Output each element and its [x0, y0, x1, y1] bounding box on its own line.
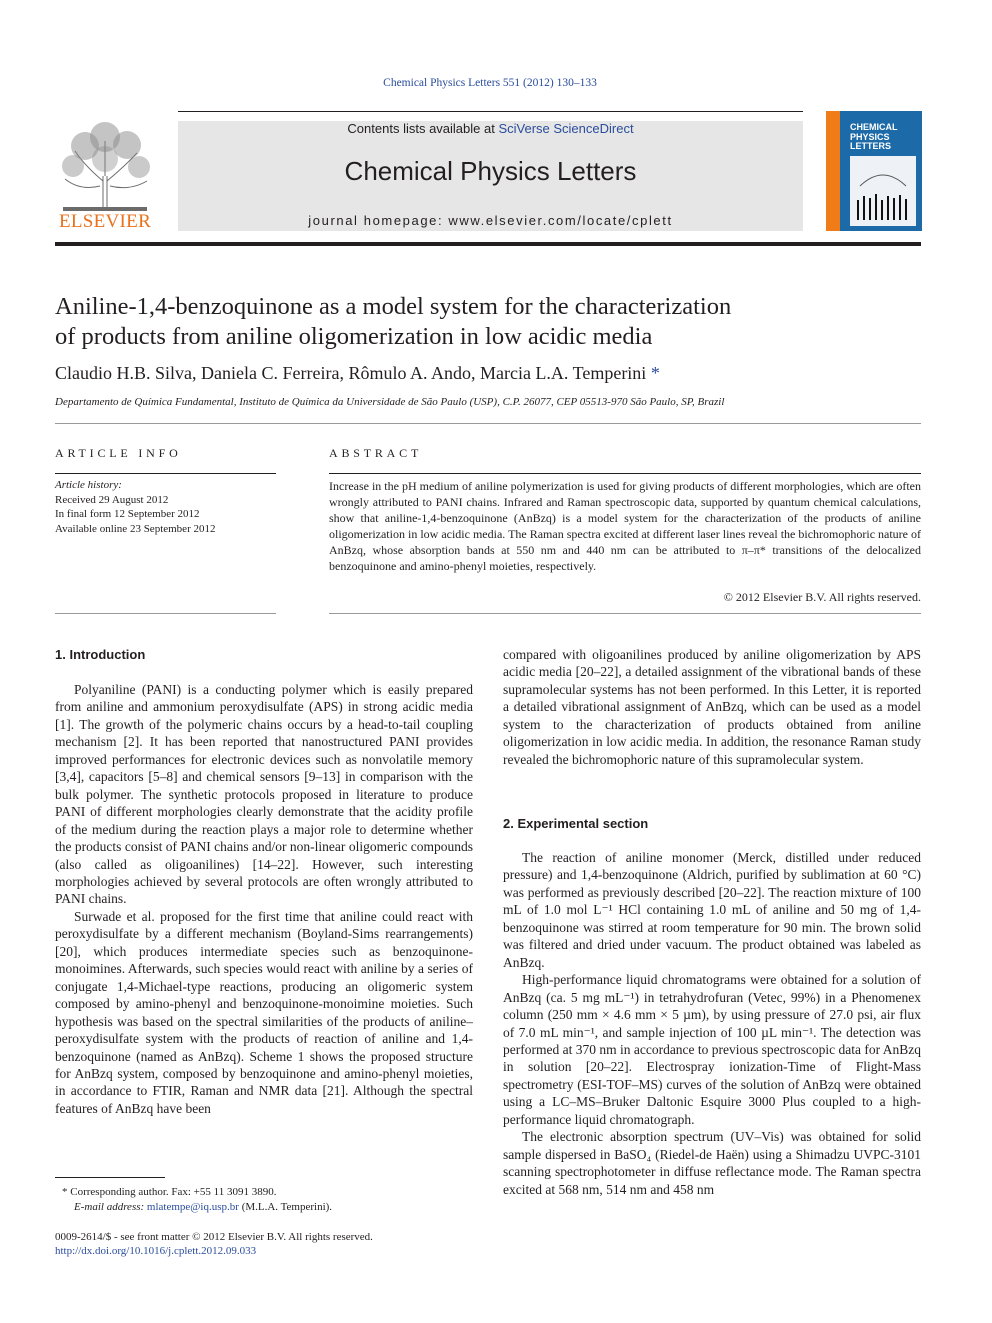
experimental-body: [503, 849, 921, 1198]
introduction-heading: 1. Introduction: [55, 647, 146, 662]
journal-homepage[interactable]: journal homepage: www.elsevier.com/locate/cplett: [308, 213, 673, 228]
affiliation: Departamento de Química Fundamental, Instituto de Química da Universidade de São Paulo (USP), C.P. 26077, CEP 05513-970 São Paulo, SP, Brazil: [55, 396, 725, 408]
article-history: Article history: Received 29 August 2012 In final form 12 September 2012 Available online 23 September 2012: [55, 479, 216, 536]
article-title: Aniline-1,4-benzoquinone as a model system for the characterization of products from aniline oligomerization in low acidic media: [55, 293, 732, 350]
abstract-text: Increase in the pH medium of aniline polymerization is used for giving products of different morphologies, which are often wrongly attributed to PANI chains. Infrared and Raman spectroscopic data, supported by quantum chemical calculations, show that aniline-1,4-benzoquinone (AnBzq) is a model system for the characterization of the products of aniline oligomerization in low acidic media. The Raman spectra excited at different laser lines reveal the bichromophoric nature of AnBzq, whose absorption bands at 550 nm and 440 nm can be attributed to π–π* transitions of the delocalized benzoquinone and amino-phenyl moieties, respectively.: [329, 479, 921, 573]
header-bottom-rule: [55, 242, 921, 246]
experimental-paragraph-1: The reaction of aniline monomer (Merck, distilled under reduced pressure) and 1,4-benzoquinone (Aldrich, purified by sublimation at 60 °C) was performed as previously described [20–22]. The reaction mixture of 100 mL of 1.0 mol L⁻¹ HCl containing 1.0 mL of aniline and 50 mg of 1,4-benzoquinone was stirred at room temperature for 90 min. The brown solid was filtered and dried under vacuum. The product obtained was labeled as AnBzq.: [503, 850, 921, 970]
doi-link[interactable]: http://dx.doi.org/10.1016/j.cplett.2012.09.033: [55, 1245, 257, 1257]
abstract-rule: [329, 473, 921, 474]
article-info-bottom-rule: [55, 613, 276, 614]
email-link[interactable]: mlatempe@iq.usp.br: [146, 1201, 239, 1213]
right-column-top: [503, 646, 921, 768]
cover-accent-band: [826, 111, 840, 231]
journal-cover-thumbnail: [826, 111, 922, 231]
corresponding-author-mark[interactable]: *: [650, 363, 660, 383]
intro-continuation: compared with oligoanilines produced by aniline oligomerization by APS acidic media [20–22], a detailed assignment of the vibrational bands of these supramolecular systems has not been performed. In this Letter, it is reported a detailed vibrational assignment of AnBzq, which can be used as a model system to the characterization of products obtained from aniline oligomerization in low acidic media. In addition, the resonance Raman study revealed the bichromophoric nature of this supramolecular system.: [503, 647, 921, 767]
cover-figure: [850, 156, 916, 226]
sciencedirect-link[interactable]: SciVerse ScienceDirect: [498, 121, 634, 136]
abstract-bottom-rule: [329, 613, 921, 614]
intro-paragraph-1: Polyaniline (PANI) is a conducting polymer which is easily prepared from aniline and ammonium peroxydisulfate (APS) in strong acidic media [1]. The growth of the polymeric chains occurs by a head-to-tail coupling mechanism [2]. It has been reported that nanostructured PANI provides improved performances for electronic devices such as nonvolatile memory [3,4], capacitors [5–8] and chemical sensors [9–13] in comparison with the bulk polymer. The synthetic protocols proposed in literature to produce PANI of different morphologies clearly demonstrate that the acidity profile of the medium during the reaction plays a major role to determine whether the products consist of PANI chains and/or non-linear oligomeric compounds (also called as oligoanilines) [14–22]. However, such interesting morphologies achieved by several protocols are often wrongly attributed to PANI chains.: [55, 682, 473, 907]
journal-title: Chemical Physics Letters: [344, 156, 637, 186]
abstract-copyright: © 2012 Elsevier B.V. All rights reserved.: [723, 590, 921, 604]
introduction-body: [55, 681, 473, 1117]
abstract-heading: ABSTRACT: [329, 446, 423, 460]
article-info-heading: ARTICLE INFO: [55, 446, 182, 460]
elsevier-logo-text: ELSEVIER: [58, 211, 152, 232]
journal-citation[interactable]: Chemical Physics Letters 551 (2012) 130–133: [383, 77, 597, 89]
cover-title: CHEMICAL PHYSICS LETTERS: [850, 122, 898, 151]
section-divider: [55, 423, 921, 424]
issn-line: 0009-2614/$ - see front matter © 2012 Elsevier B.V. All rights reserved.: [55, 1231, 373, 1243]
contents-line: Contents lists available at SciVerse ScienceDirect: [347, 121, 634, 136]
corresponding-footnote: * Corresponding author. Fax: +55 11 3091 3890.: [62, 1186, 277, 1198]
experimental-heading: 2. Experimental section: [503, 816, 649, 831]
email-footnote: E-mail address: mlatempe@iq.usp.br (M.L.A. Temperini).: [74, 1201, 333, 1213]
experimental-paragraph-3: The electronic absorption spectrum (UV–Vis) was obtained for solid sample dispersed in BaSO₄ (Riedel-de Haën) using a Shimadzu UVPC-3101 scanning spectrophotometer in diffuse reflectance mode. The Raman spectra excited at 568 nm, 514 nm and 458 nm: [503, 1129, 921, 1197]
footnote-rule: [55, 1177, 165, 1178]
header-top-rule: [178, 111, 803, 112]
intro-paragraph-2: Surwade et al. proposed for the first time that aniline could react with peroxydisulfate by a different mechanism (Boyland-Sims rearrangements) [20], which produces intermediate species such as benzoquinone-monoimines. Afterwards, such species would react with aniline by a series of conjugate 1,4-Michael-type reactions, producing an oligomeric system composed by amino-phenyl and benzoquinone-monoimine moieties. Such hypothesis was based on the spectral similarities of the products of aniline–peroxydisulfate system with the products of reaction of aniline and 1,4-benzoquinone (named as AnBzq). Scheme 1 shows the proposed structure for AnBzq system, composed by benzoquinone and amino-phenyl moieties, in accordance to FTIR, Raman and NMR data [21]. Although the spectral features of AnBzq have been: [55, 908, 473, 1116]
article-info-rule: [55, 473, 276, 474]
author-list: Claudio H.B. Silva, Daniela C. Ferreira, Rômulo A. Ando, Marcia L.A. Temperini *: [55, 363, 660, 383]
experimental-paragraph-2: High-performance liquid chromatograms were obtained for a solution of AnBzq (ca. 5 mg mL⁻¹) in tetrahydrofuran (Vetec, 99%) in a Phenomenex column (250 mm × 4.6 mm × 5 µm), by using pressure of 27.0 psi, air flux of 7.0 mL min⁻¹, and sample injection of 100 µL min⁻¹. The detection was performed at 370 nm in accordance to previous spectroscopic data for AnBzq in solution [20–22]. Electrospray ionization-Time of Flight-Mass spectrometry (ESI-TOF–MS) curves of the solution of AnBzq were obtained using a LC–MS–Bruker Daltonic Esquire 3000 Plus coupled to a high-performance liquid chromatograph.: [503, 972, 921, 1127]
